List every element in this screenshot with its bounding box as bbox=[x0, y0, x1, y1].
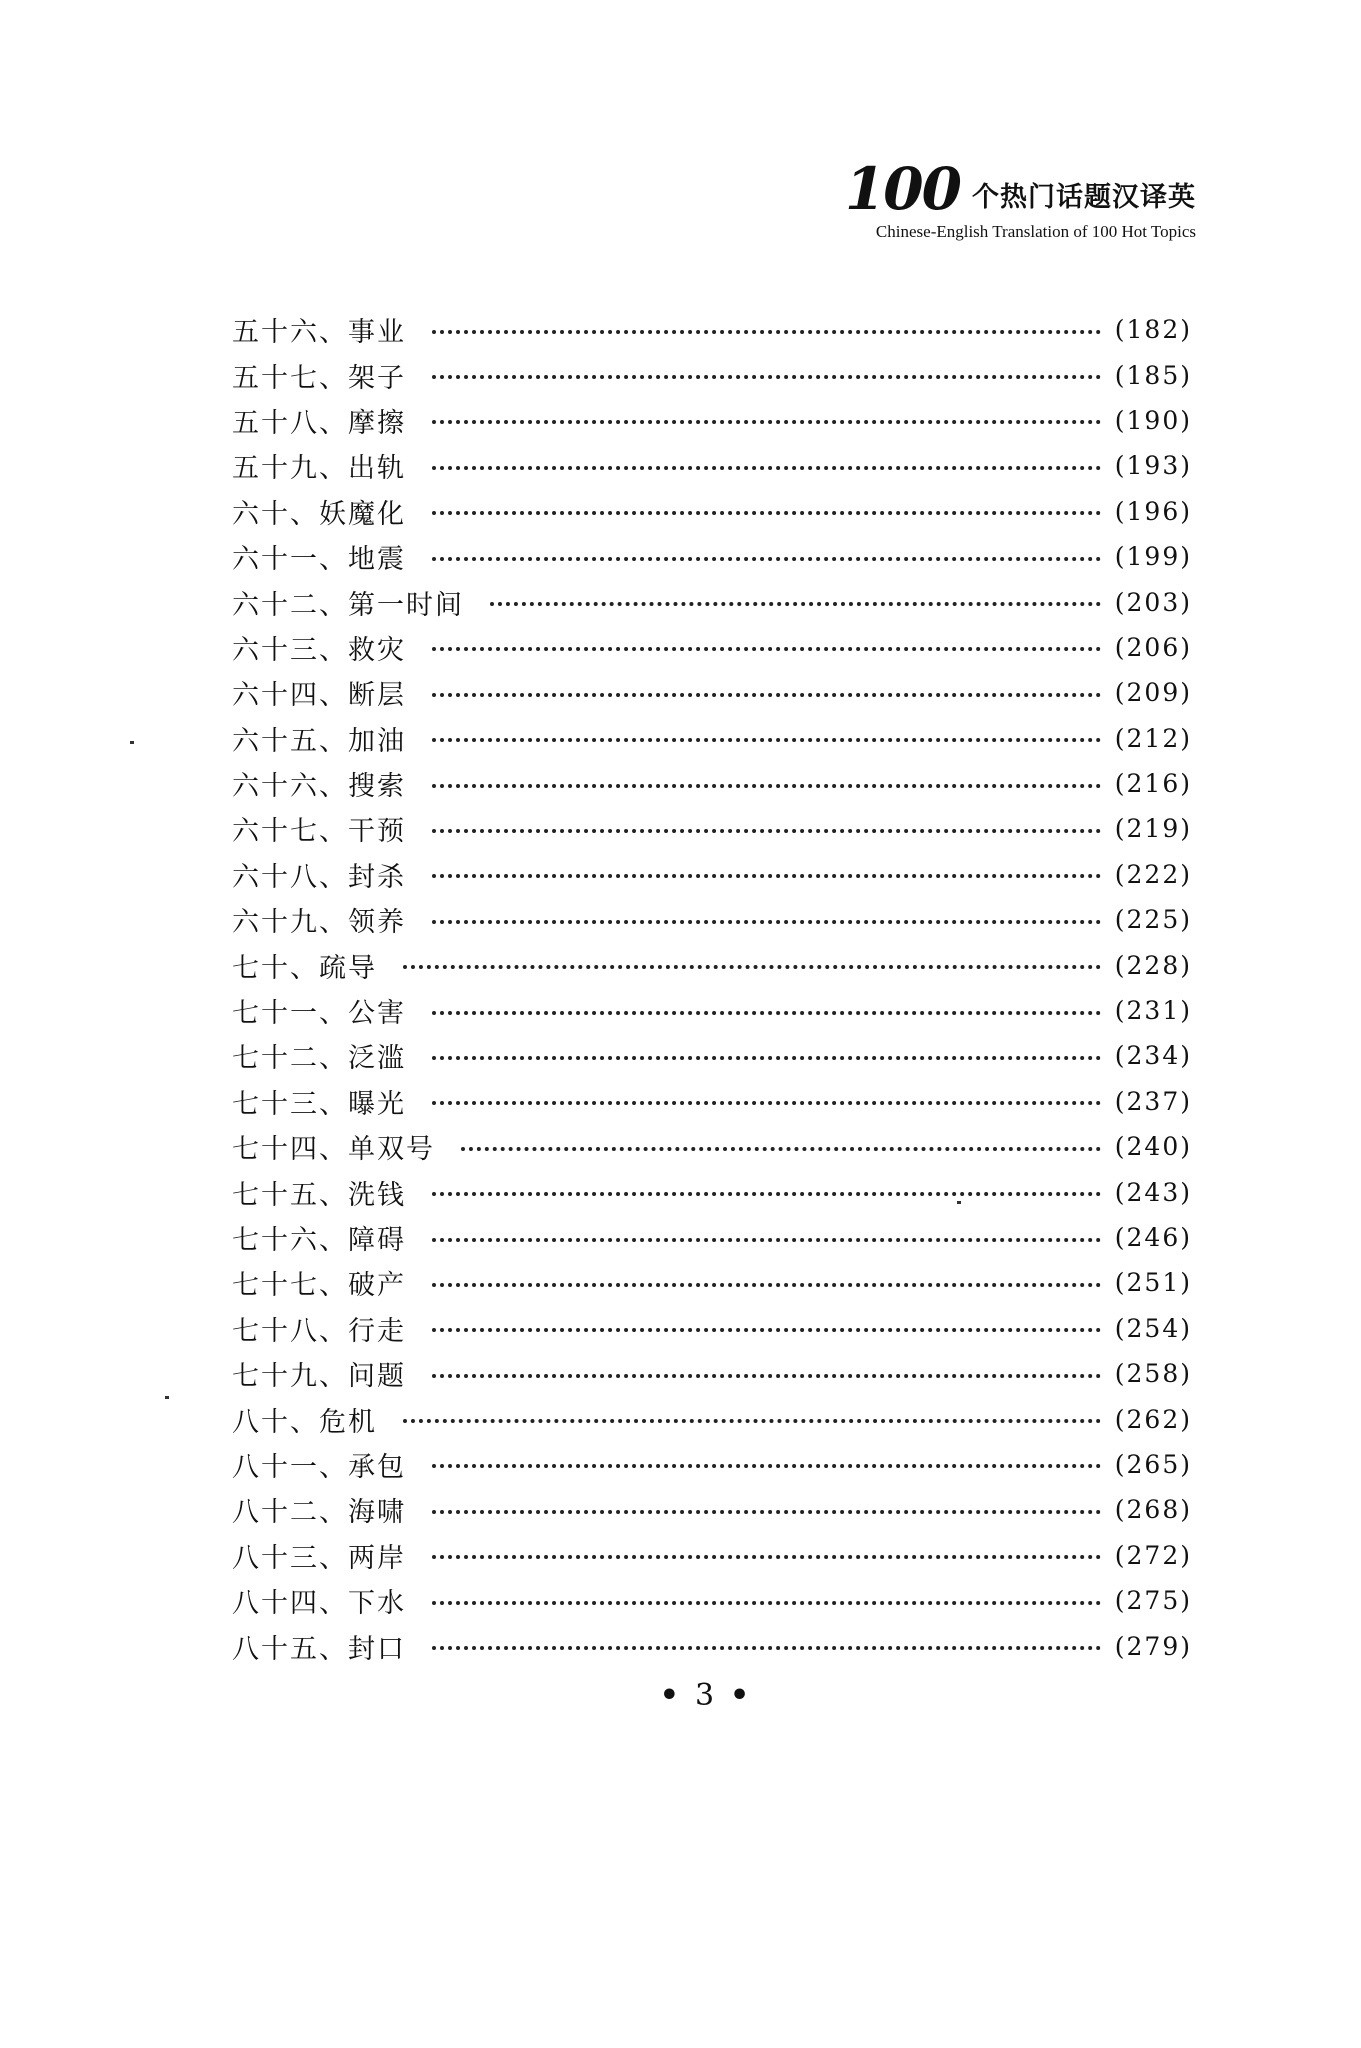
page-number: 3 bbox=[694, 1678, 715, 1713]
toc-entry[interactable] bbox=[232, 988, 1192, 1033]
toc-dot-leader bbox=[432, 1646, 1101, 1650]
running-header bbox=[596, 155, 1196, 242]
toc-entry-title: 六十六、搜索 bbox=[232, 771, 406, 803]
toc-dot-leader bbox=[432, 1374, 1101, 1378]
toc-entry-page: (228) bbox=[1114, 950, 1192, 980]
scan-speck bbox=[957, 1201, 961, 1204]
toc-dot-leader bbox=[432, 647, 1101, 651]
toc-entry-title: 七十三、曝光 bbox=[232, 1088, 406, 1120]
header-number: 100 bbox=[844, 155, 960, 223]
toc-entry[interactable] bbox=[232, 625, 1192, 670]
toc-dot-leader bbox=[432, 1510, 1101, 1514]
toc-dot-leader bbox=[432, 693, 1101, 697]
scan-speck bbox=[165, 1396, 169, 1399]
toc-dot-leader bbox=[432, 1101, 1101, 1105]
toc-entry[interactable] bbox=[232, 1169, 1192, 1214]
toc-dot-leader bbox=[432, 874, 1101, 878]
toc-entry-page: (190) bbox=[1114, 405, 1192, 435]
toc-entry[interactable] bbox=[232, 1533, 1192, 1578]
toc-entry[interactable] bbox=[232, 806, 1192, 851]
toc-entry-title: 八十五、封口 bbox=[232, 1633, 406, 1665]
toc-entry-page: (216) bbox=[1114, 769, 1192, 799]
toc-entry-title: 六十二、第一时间 bbox=[232, 589, 464, 621]
toc-entry-page: (272) bbox=[1114, 1540, 1192, 1570]
header-title-cn: 个热门话题汉译英 bbox=[972, 182, 1196, 213]
toc-dot-leader bbox=[432, 1283, 1101, 1287]
toc-dot-leader bbox=[432, 375, 1101, 379]
toc-entry-title: 七十二、泛滥 bbox=[232, 1043, 406, 1075]
toc-entry-title: 六十五、加油 bbox=[232, 725, 406, 757]
toc-dot-leader bbox=[432, 1192, 1101, 1196]
toc-entry-page: (231) bbox=[1114, 996, 1192, 1026]
toc-dot-leader bbox=[403, 965, 1101, 969]
table-of-contents bbox=[232, 307, 1192, 1669]
toc-entry-title: 五十六、事业 bbox=[232, 317, 406, 349]
header-title-en: Chinese-English Translation of 100 Hot Topics bbox=[875, 222, 1196, 241]
toc-entry-page: (237) bbox=[1114, 1086, 1192, 1116]
toc-entry-title: 六十八、封杀 bbox=[232, 861, 406, 893]
toc-entry[interactable] bbox=[232, 897, 1192, 942]
toc-entry-title: 七十一、公害 bbox=[232, 998, 406, 1030]
toc-entry-page: (219) bbox=[1114, 814, 1192, 844]
toc-entry[interactable] bbox=[232, 1351, 1192, 1396]
toc-entry-page: (222) bbox=[1114, 859, 1192, 889]
toc-entry-title: 八十四、下水 bbox=[232, 1588, 406, 1620]
toc-entry[interactable] bbox=[232, 1079, 1192, 1124]
toc-entry[interactable] bbox=[232, 489, 1192, 534]
toc-entry-page: (225) bbox=[1114, 905, 1192, 935]
toc-entry-page: (275) bbox=[1114, 1586, 1192, 1616]
toc-entry[interactable] bbox=[232, 1215, 1192, 1260]
toc-entry[interactable] bbox=[232, 352, 1192, 397]
toc-dot-leader bbox=[432, 829, 1101, 833]
toc-entry[interactable] bbox=[232, 1124, 1192, 1169]
toc-entry-title: 八十、危机 bbox=[232, 1406, 377, 1438]
toc-entry-page: (262) bbox=[1114, 1404, 1192, 1434]
toc-entry-title: 七十六、障碍 bbox=[232, 1225, 406, 1256]
toc-entry-page: (185) bbox=[1114, 360, 1192, 390]
toc-entry-title: 七十八、行走 bbox=[232, 1315, 406, 1347]
toc-dot-leader bbox=[432, 511, 1101, 515]
toc-entry-title: 五十八、摩擦 bbox=[232, 407, 406, 439]
toc-dot-leader bbox=[403, 1419, 1101, 1423]
toc-dot-leader bbox=[432, 738, 1101, 742]
toc-dot-leader bbox=[461, 1147, 1101, 1151]
toc-entry-page: (246) bbox=[1114, 1223, 1192, 1252]
toc-entry-title: 六十一、地震 bbox=[232, 544, 406, 576]
toc-entry[interactable] bbox=[232, 398, 1192, 443]
footer-dot-right: • bbox=[730, 1678, 750, 1713]
toc-entry-page: (251) bbox=[1114, 1268, 1192, 1298]
header-title-line bbox=[596, 155, 1196, 223]
toc-entry[interactable] bbox=[232, 761, 1192, 806]
toc-entry[interactable] bbox=[232, 942, 1192, 987]
toc-dot-leader bbox=[432, 1238, 1101, 1242]
toc-dot-leader bbox=[432, 1056, 1101, 1060]
toc-entry-title: 六十、妖魔化 bbox=[232, 498, 406, 530]
toc-entry[interactable] bbox=[232, 1578, 1192, 1623]
toc-dot-leader bbox=[432, 1555, 1101, 1559]
toc-entry-page: (182) bbox=[1114, 315, 1192, 345]
footer-dot-left: • bbox=[659, 1678, 679, 1713]
toc-entry-title: 七十四、单双号 bbox=[232, 1134, 435, 1166]
toc-entry[interactable] bbox=[232, 579, 1192, 624]
toc-dot-leader bbox=[432, 920, 1101, 924]
toc-dot-leader bbox=[432, 784, 1101, 788]
toc-entry-title: 八十二、海啸 bbox=[232, 1497, 406, 1529]
toc-entry-page: (268) bbox=[1114, 1495, 1192, 1525]
toc-entry[interactable] bbox=[232, 670, 1192, 715]
toc-entry-title: 五十九、出轨 bbox=[232, 453, 406, 485]
toc-entry[interactable] bbox=[232, 852, 1192, 897]
toc-entry[interactable] bbox=[232, 443, 1192, 488]
toc-entry[interactable] bbox=[232, 716, 1192, 761]
toc-entry-page: (243) bbox=[1114, 1177, 1192, 1207]
toc-dot-leader bbox=[432, 1464, 1101, 1468]
toc-entry-page: (196) bbox=[1114, 496, 1192, 526]
toc-entry-title: 六十七、干预 bbox=[232, 816, 406, 848]
toc-entry-title: 七十九、问题 bbox=[232, 1361, 406, 1393]
toc-entry[interactable] bbox=[232, 1260, 1192, 1305]
toc-entry[interactable] bbox=[232, 1623, 1192, 1668]
toc-dot-leader bbox=[432, 420, 1101, 424]
toc-dot-leader bbox=[432, 1011, 1101, 1015]
toc-dot-leader bbox=[432, 330, 1101, 334]
toc-entry[interactable] bbox=[232, 1396, 1192, 1441]
toc-entry-title: 七十五、洗钱 bbox=[232, 1179, 406, 1211]
toc-entry-page: (258) bbox=[1114, 1359, 1192, 1389]
toc-entry-page: (206) bbox=[1114, 632, 1192, 662]
toc-entry-title: 六十三、救灾 bbox=[232, 634, 406, 666]
toc-entry[interactable] bbox=[232, 1487, 1192, 1532]
toc-entry[interactable] bbox=[232, 1306, 1192, 1351]
page-footer bbox=[0, 1678, 1361, 1713]
toc-entry-page: (203) bbox=[1114, 587, 1192, 617]
toc-entry[interactable] bbox=[232, 1442, 1192, 1487]
toc-entry[interactable] bbox=[232, 1033, 1192, 1078]
toc-entry-page: (199) bbox=[1114, 542, 1192, 572]
toc-dot-leader bbox=[490, 602, 1101, 606]
toc-entry-title: 五十七、架子 bbox=[232, 362, 406, 394]
toc-entry-title: 七十、疏导 bbox=[232, 952, 377, 984]
toc-entry-title: 六十九、领养 bbox=[232, 907, 406, 939]
toc-entry-title: 八十三、两岸 bbox=[232, 1542, 406, 1574]
toc-dot-leader bbox=[432, 1328, 1101, 1332]
toc-entry-title: 八十一、承包 bbox=[232, 1451, 406, 1483]
toc-entry-page: (254) bbox=[1114, 1313, 1192, 1343]
toc-entry-page: (240) bbox=[1114, 1132, 1192, 1162]
toc-entry[interactable] bbox=[232, 534, 1192, 579]
toc-entry-page: (279) bbox=[1114, 1631, 1192, 1661]
toc-entry-page: (265) bbox=[1114, 1449, 1192, 1479]
toc-entry-page: (193) bbox=[1114, 451, 1192, 481]
scan-speck bbox=[130, 741, 134, 744]
toc-entry-page: (212) bbox=[1114, 723, 1192, 753]
toc-entry-page: (234) bbox=[1114, 1041, 1192, 1071]
toc-entry-title: 六十四、断层 bbox=[232, 680, 406, 712]
toc-dot-leader bbox=[432, 557, 1101, 561]
toc-entry-title: 七十七、破产 bbox=[232, 1270, 406, 1302]
toc-dot-leader bbox=[432, 1601, 1101, 1605]
toc-entry[interactable] bbox=[232, 307, 1192, 352]
toc-dot-leader bbox=[432, 466, 1101, 470]
toc-entry-page: (209) bbox=[1114, 678, 1192, 708]
